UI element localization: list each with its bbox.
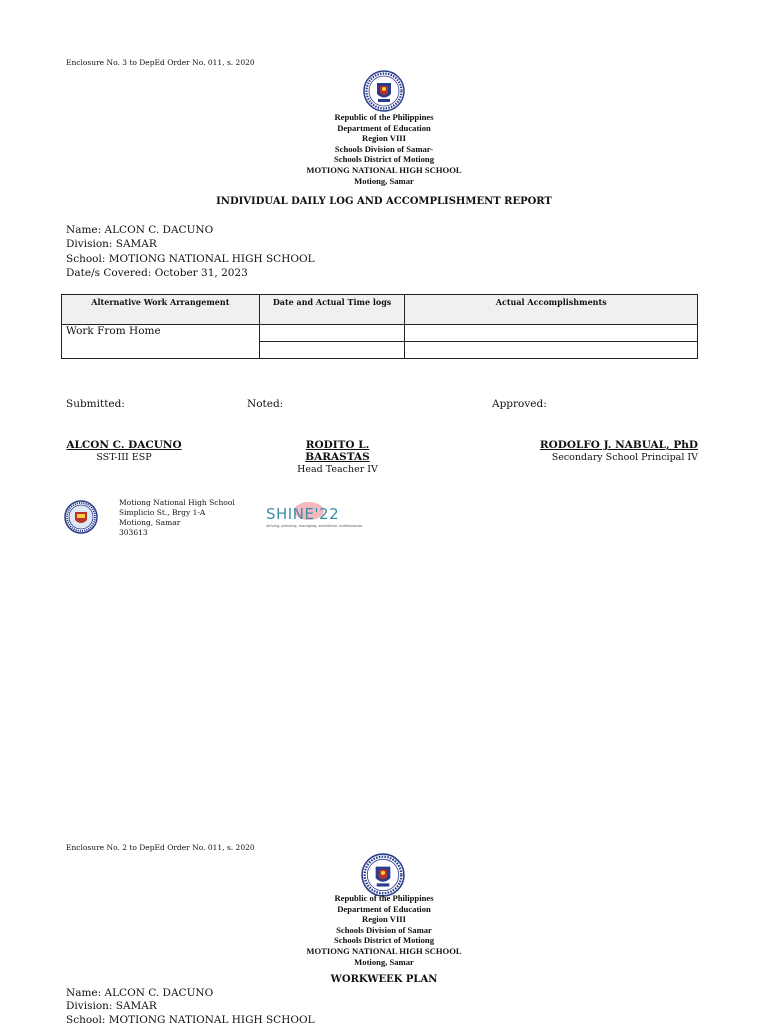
- letterhead-line: Schools Division of Samar: [336, 924, 432, 935]
- letterhead-line: Motiong, Samar: [354, 956, 414, 967]
- signatory-position: Head Teacher IV: [297, 464, 378, 475]
- report-title: WORKWEEK PLAN: [330, 974, 438, 985]
- enclosure-note: Enclosure No. 3 to DepEd Order No. 011, s. 2020: [66, 58, 255, 67]
- time-log-cell: [259, 325, 405, 342]
- logo-tagline: striving, planning, managing, excellence, professionals: [266, 524, 363, 528]
- letterhead-line: Region VIII: [361, 914, 406, 925]
- signatory-position: Secondary School Principal IV: [551, 452, 698, 463]
- noted-label: Noted:: [247, 398, 284, 410]
- address-line: Simplicio St., Brgy 1-A: [119, 508, 206, 517]
- letterhead-line: Schools District of Motiong: [333, 154, 434, 165]
- column-header: Date and Actual Time logs: [259, 295, 405, 325]
- letterhead-line: MOTIONG NATIONAL HIGH SCHOOL: [306, 945, 462, 956]
- employee-division: Division: SAMAR: [66, 1000, 157, 1013]
- letterhead: [0, 112, 768, 186]
- deped-seal-icon: [361, 853, 405, 897]
- letterhead-line: Republic of the Philippines: [334, 893, 434, 903]
- signatory-name: ALCON C. DACUNO: [66, 439, 182, 451]
- school-address: [119, 498, 235, 538]
- column-header: Alternative Work Arrangement: [62, 295, 260, 325]
- employee-name: Name: ALCON C. DACUNO: [66, 224, 214, 236]
- accomplishment-cell: [405, 342, 698, 359]
- signatory-name: RODITO L. BARASTAS: [305, 439, 370, 463]
- deped-seal-icon: [363, 70, 405, 112]
- shine-logo: [264, 502, 363, 532]
- letterhead-line: Region VIII: [361, 133, 406, 144]
- employee-school: School: MOTIONG NATIONAL HIGH SCHOOL: [66, 1013, 315, 1026]
- noted-signatory: [272, 439, 403, 475]
- column-header: Actual Accomplishments: [405, 295, 698, 325]
- dates-covered: Date/s Covered: October 31, 2023: [66, 266, 248, 279]
- address-line: Motiong National High School: [119, 498, 235, 507]
- letterhead-line: Republic of the Philippines: [334, 112, 434, 122]
- employee-school: School: MOTIONG NATIONAL HIGH SCHOOL: [66, 252, 315, 265]
- letterhead-line: Schools Division of Samar-: [334, 143, 434, 154]
- letterhead-line: Motiong, Samar: [354, 175, 414, 186]
- logo-text: SHINE'22: [266, 505, 340, 523]
- signatory-position: SST-III ESP: [96, 452, 152, 463]
- table-header-row: [62, 295, 698, 325]
- employee-name: Name: ALCON C. DACUNO: [66, 987, 214, 999]
- accomplishment-table: [61, 294, 698, 359]
- submitted-signatory: [66, 439, 182, 463]
- approved-label: Approved:: [492, 398, 547, 410]
- submitted-label: Submitted:: [66, 398, 125, 410]
- time-log-cell: [259, 342, 405, 359]
- arrangement-cell: Work From Home: [62, 325, 260, 359]
- letterhead-line: Department of Education: [337, 122, 431, 133]
- letterhead: [0, 893, 768, 967]
- accomplishment-cell: [405, 325, 698, 342]
- employee-info: [66, 987, 315, 1027]
- letterhead-line: Department of Education: [337, 903, 431, 914]
- signatory-name: RODOLFO J. NABUAL, PhD: [539, 439, 698, 451]
- approved-signatory: [530, 439, 698, 463]
- address-line: 303613: [119, 528, 148, 537]
- employee-division: Division: SAMAR: [66, 238, 157, 251]
- table-row: [62, 325, 698, 342]
- employee-info: [66, 223, 315, 280]
- letterhead-line: Schools District of Motiong: [333, 935, 434, 946]
- report-title: INDIVIDUAL DAILY LOG AND ACCOMPLISHMENT REPORT: [216, 196, 552, 207]
- address-line: Motiong, Samar: [119, 518, 181, 527]
- letterhead-line: MOTIONG NATIONAL HIGH SCHOOL: [306, 164, 462, 175]
- enclosure-note: Enclosure No. 2 to DepEd Order No. 011, s. 2020: [66, 843, 255, 852]
- school-seal-icon: [64, 500, 98, 534]
